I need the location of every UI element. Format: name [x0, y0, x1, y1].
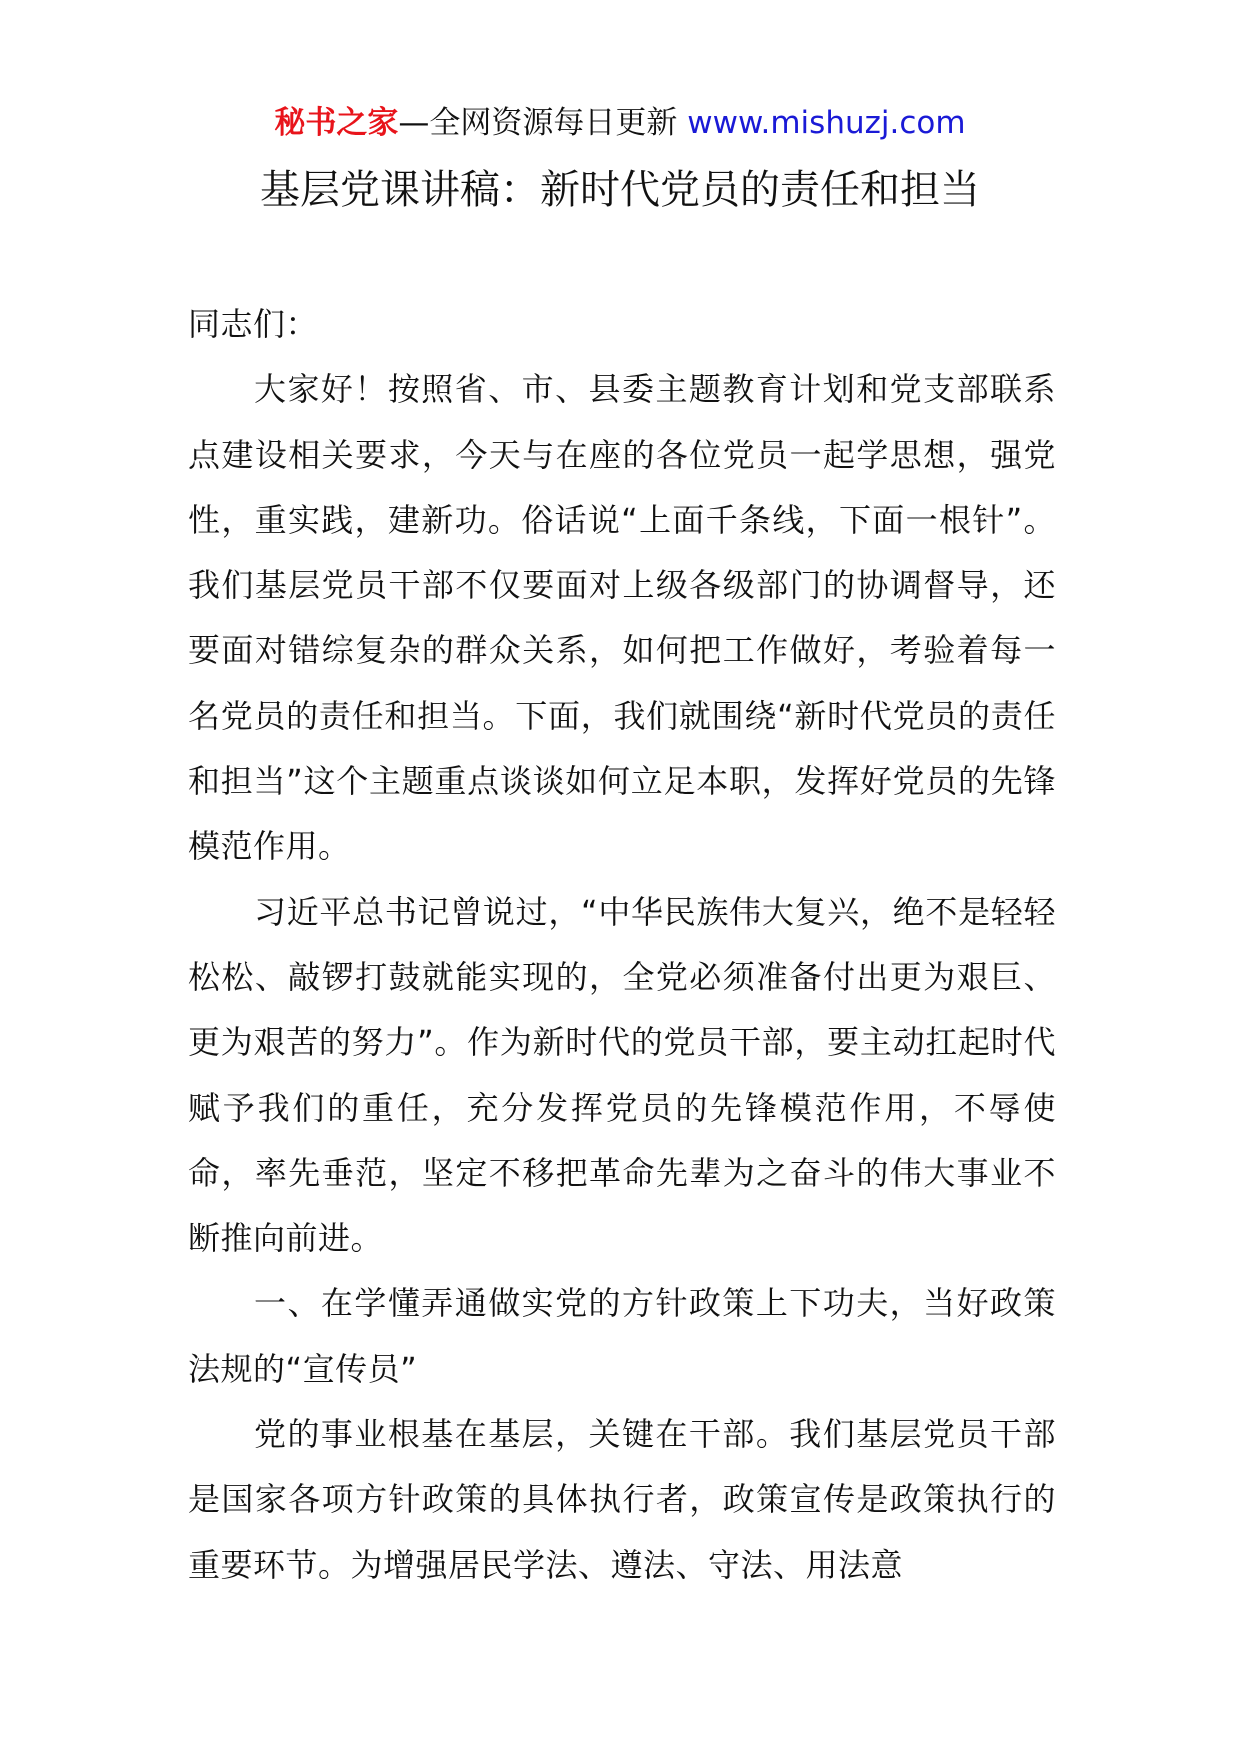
section-heading: 一、在学懂弄通做实党的方针政策上下功夫，当好政策法规的“宣传员”: [188, 1284, 1056, 1388]
paragraph: 大家好！按照省、市、县委主题教育计划和党支部联系点建设相关要求，今天与在座的各位党员一起学思想，强党性，重实践，建新功。俗话说“上面千条线，下面一根针”。我们基层党员干部不仅要面对上级各级部门的协调督导，还要面对错综复杂的群众关系，如何把工作做好，考验着每一名党员的责任和担当。下面，我们就围绕“新时代党员的责任和担当”这个主题重点谈谈如何立足本职，发挥好党员的先锋模范作用。: [188, 370, 1056, 866]
paragraph: 习近平总书记曾说过，“中华民族伟大复兴，绝不是轻轻松松、敲锣打鼓就能实现的，全党必须准备付出更为艰巨、更为艰苦的努力”。作为新时代的党员干部，要主动扛起时代赋予我们的重任，充分发挥党员的先锋模范作用，不辱使命，率先垂范，坚定不移把革命先辈为之奋斗的伟大事业不断推向前进。: [188, 892, 1056, 1258]
site-header: [0, 103, 1240, 143]
salutation: 同志们：: [188, 305, 319, 343]
site-url-link[interactable]: www.mishuzj.com: [687, 105, 966, 141]
header-tagline: —全网资源每日更新: [398, 105, 688, 141]
document-title: 基层党课讲稿：新时代党员的责任和担当: [260, 167, 980, 213]
brand-name: 秘书之家: [274, 105, 399, 141]
document-body: [188, 292, 1056, 1598]
paragraph: 党的事业根基在基层，关键在干部。我们基层党员干部是国家各项方针政策的具体执行者，政策宣传是政策执行的重要环节。为增强居民学法、遵法、守法、用法意: [188, 1415, 1056, 1584]
